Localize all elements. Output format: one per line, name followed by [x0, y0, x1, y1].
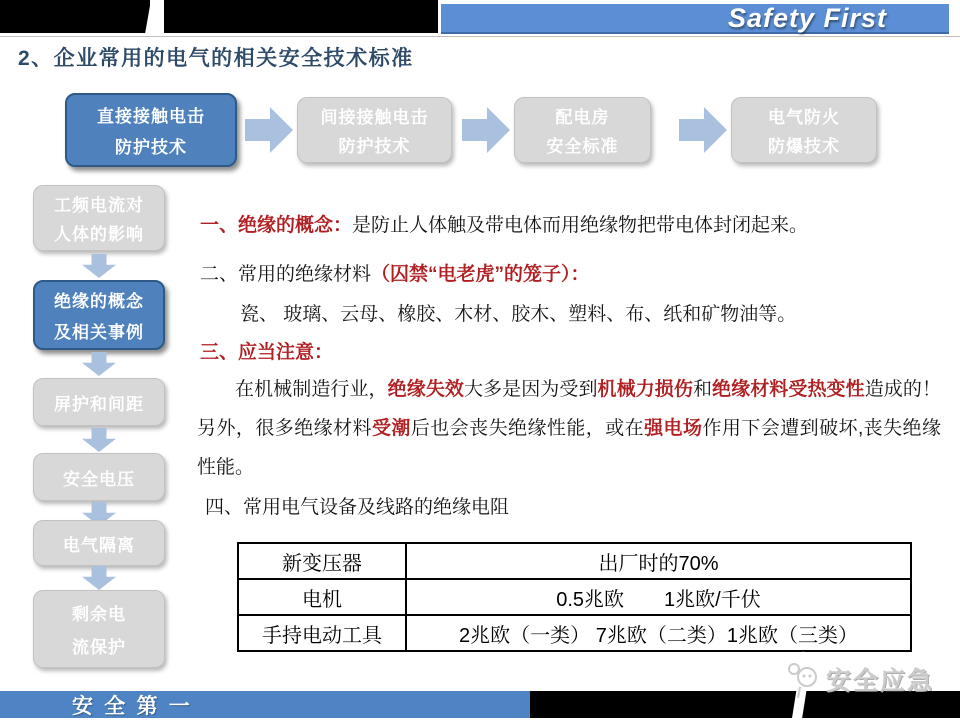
para-segment-emphasis: 强电场 — [644, 418, 703, 439]
brand-title: Safety First — [727, 2, 887, 33]
sidebar-step-screening-clearance — [33, 378, 165, 426]
sidebar-step-safe-voltage — [33, 453, 165, 501]
sidebar-step-label: 安全电压 — [63, 469, 135, 489]
section-3-heading: 三、应当注意： — [200, 342, 334, 363]
flow-arrow-icon — [245, 107, 293, 153]
sidebar-step-label: 电气隔离 — [63, 535, 135, 555]
flow-arrow-icon — [462, 107, 510, 153]
sidebar-step-insulation-concept — [33, 280, 165, 350]
table-cell-value: 0.5兆欧 1兆欧/千伏 — [406, 579, 911, 615]
para-segment-emphasis: 受潮 — [371, 418, 411, 439]
sidebar-step-power-frequency — [33, 185, 165, 251]
para-segment: 作用下会遭到破坏,丧失绝缘性能。 — [197, 418, 941, 478]
flow-step-label-line1: 直接接触电击 — [97, 106, 205, 126]
para-segment: 和 — [692, 379, 713, 400]
section-2-highlight: （囚禁“电老虎”的笼子）： — [371, 264, 590, 285]
flow-step-distribution-room — [514, 97, 651, 163]
section-3-paragraph — [197, 370, 941, 487]
table-row — [238, 579, 911, 615]
sidebar-step-label: 绝缘的概念 — [54, 292, 144, 312]
header-black-bar-left — [0, 0, 150, 33]
para-segment: 后也会丧失绝缘性能，或在 — [410, 418, 645, 439]
flow-arrow-icon — [679, 107, 727, 153]
materials-line: 瓷、 玻璃、云母、橡胶、木材、胶木、塑料、布、纸和矿物油等。 — [240, 304, 797, 325]
flow-step-label-line1: 间接接触电击 — [320, 107, 429, 127]
flow-step-direct-contact — [65, 93, 237, 167]
insulation-resistance-table — [237, 542, 912, 652]
section-2-heading: 二、常用的绝缘材料 — [200, 264, 372, 285]
flow-step-fire-explosion — [731, 97, 877, 163]
sidebar-step-residual-current — [33, 590, 165, 668]
sidebar-step-label: 屏护和间距 — [54, 394, 144, 414]
para-segment-emphasis: 绝缘材料受热变性 — [712, 379, 865, 400]
section-4-heading: 四、常用电气设备及线路的绝缘电阻 — [205, 497, 510, 518]
watermark-text: 安全应急 — [826, 667, 935, 695]
flow-step-label-line2: 防爆技术 — [768, 137, 840, 157]
section-1-text: 是防止人体触及带电体而用绝缘物把带电体封闭起来。 — [352, 215, 809, 236]
section-1-line — [200, 212, 808, 240]
flow-step-label-line1: 电气防火 — [768, 107, 840, 127]
section-2-line — [200, 261, 590, 289]
section-1-heading: 一、绝缘的概念： — [200, 215, 353, 236]
sidebar-step-label: 及相关事例 — [54, 322, 144, 342]
flow-step-label-line2: 防护技术 — [338, 137, 411, 157]
sidebar-arrow-icon — [82, 428, 116, 452]
table-cell-device: 新变压器 — [238, 543, 406, 579]
footer-slogan-bar — [0, 691, 530, 718]
sidebar-step-label: 剩余电 — [72, 604, 126, 624]
para-segment: 大多是因为受到 — [463, 379, 598, 400]
flow-step-indirect-contact — [297, 97, 452, 163]
footer-slogan: 安 全 第 一 — [72, 693, 193, 718]
para-segment-emphasis: 机械力损伤 — [597, 379, 693, 400]
sidebar-arrow-icon — [82, 254, 116, 278]
para-segment: 造成的！另外，很多绝缘材料 — [197, 379, 941, 439]
table-row — [238, 615, 911, 651]
table-cell-device: 电机 — [238, 579, 406, 615]
page-title: 2、企业常用的电气的相关安全技术标准 — [18, 47, 414, 70]
person-icon — [786, 659, 822, 699]
sidebar-arrow-icon — [82, 566, 116, 590]
header-black-bar-right — [164, 0, 438, 33]
sidebar-step-label: 工频电流对 — [54, 195, 144, 215]
para-segment: 在机械制造行业， — [235, 379, 388, 400]
table-cell-value: 2兆欧（一类） 7兆欧（二类）1兆欧（三类） — [406, 615, 911, 651]
table-row — [238, 543, 911, 579]
sidebar-step-label: 流保护 — [72, 638, 126, 658]
sidebar-step-label: 人体的影响 — [54, 225, 144, 245]
para-segment-emphasis: 绝缘失效 — [387, 379, 464, 400]
table-cell-value: 出厂时的70% — [406, 543, 911, 579]
watermark-logo — [786, 659, 934, 699]
sidebar-step-electrical-isolation — [33, 520, 165, 566]
header-blue-bar — [441, 4, 949, 34]
header-underline — [0, 36, 960, 37]
flow-step-label-line2: 防护技术 — [115, 138, 187, 158]
flow-step-label-line1: 配电房 — [555, 107, 610, 127]
table-cell-device: 手持电动工具 — [238, 615, 406, 651]
sidebar-arrow-icon — [82, 352, 116, 376]
flow-step-label-line2: 安全标准 — [546, 137, 619, 157]
